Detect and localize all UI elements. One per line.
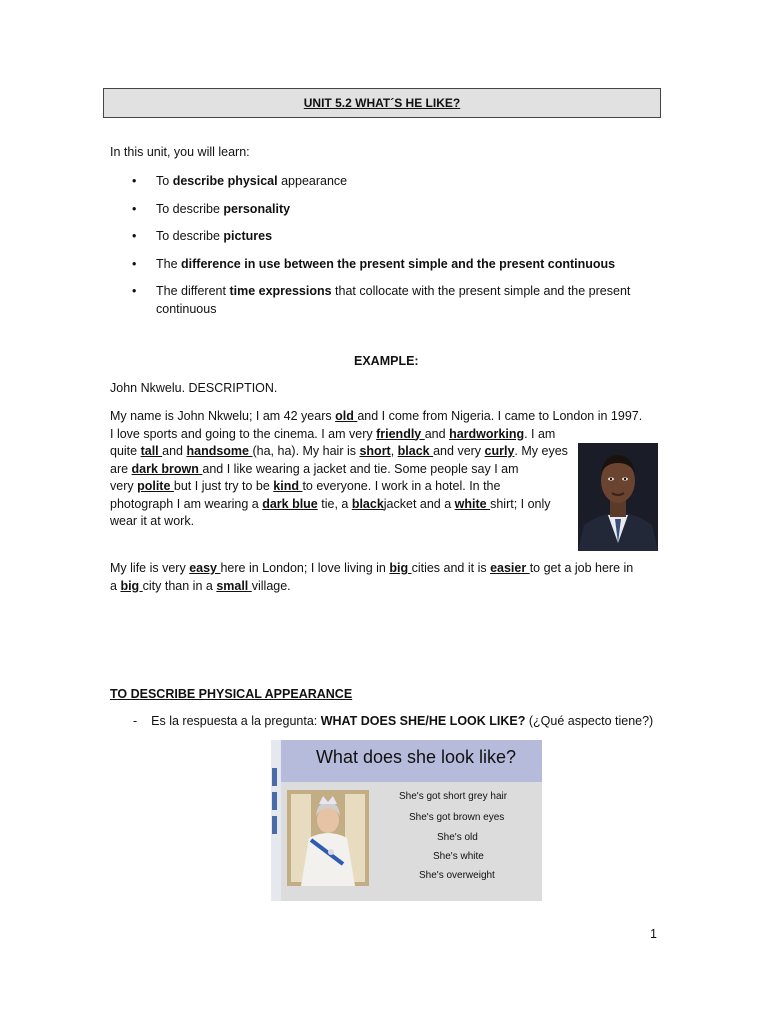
slide-tab	[272, 768, 277, 786]
page-number: 1	[650, 927, 657, 941]
slide-line: She's old	[437, 832, 478, 843]
slide-line: She's got brown eyes	[409, 812, 505, 823]
queen-photo	[287, 790, 369, 886]
life-paragraph: My life is very easy here in London; I love living in big cities and it is easier to get a job here in a big city than in a small village.	[110, 561, 634, 593]
slide-tab	[272, 792, 277, 810]
section-heading: TO DESCRIBE PHYSICAL APPEARANCE	[110, 687, 353, 701]
what-does-she-look-like-slide	[271, 740, 542, 901]
slide-line: She's got short grey hair	[399, 791, 508, 802]
list-item: • To describe physical appearance	[110, 172, 670, 190]
example-heading: EXAMPLE:	[354, 354, 419, 368]
list-item: • The different time expressions that collocate with the present simple and the present continuous	[110, 282, 670, 318]
unit-title: UNIT 5.2 WHAT´S HE LIKE?	[303, 96, 461, 110]
list-item: • To describe personality	[110, 200, 670, 218]
description-label: John Nkwelu. DESCRIPTION.	[110, 381, 278, 395]
slide-tab	[272, 816, 277, 834]
intro-text: In this unit, you will learn:	[110, 145, 250, 159]
learning-objectives-list	[110, 172, 670, 328]
john-nkwelu-photo	[578, 443, 658, 551]
slide-line: She's white	[433, 851, 484, 862]
slide-line: She's overweight	[419, 870, 495, 881]
list-item: • To describe pictures	[110, 227, 670, 245]
question-dash-item: - Es la respuesta a la pregunta: WHAT DOES SHE/HE LOOK LIKE? (¿Qué aspecto tiene?)	[133, 714, 654, 728]
list-item: • The difference in use between the present simple and the present continuous	[110, 255, 670, 273]
slide-title: What does she look like?	[315, 747, 517, 767]
description-paragraph: My name is John Nkwelu; I am 42 years old and I come from Nigeria. I came to London in 1997. I love sports and going to the cinema. I am very friendly and hardworking. I am quite tall and handsome (ha, ha). My hair is short, black and very curly. My eyes are dark brown and I like wearing a jacket and tie. Some people say I am very polite but I just try to be kind to everyone. I work in a hotel. In the photograph I am wearing a dark blue tie, a blackjacket and a white shirt; I only wear it at work.	[110, 409, 643, 528]
unit-title-box	[103, 88, 661, 118]
